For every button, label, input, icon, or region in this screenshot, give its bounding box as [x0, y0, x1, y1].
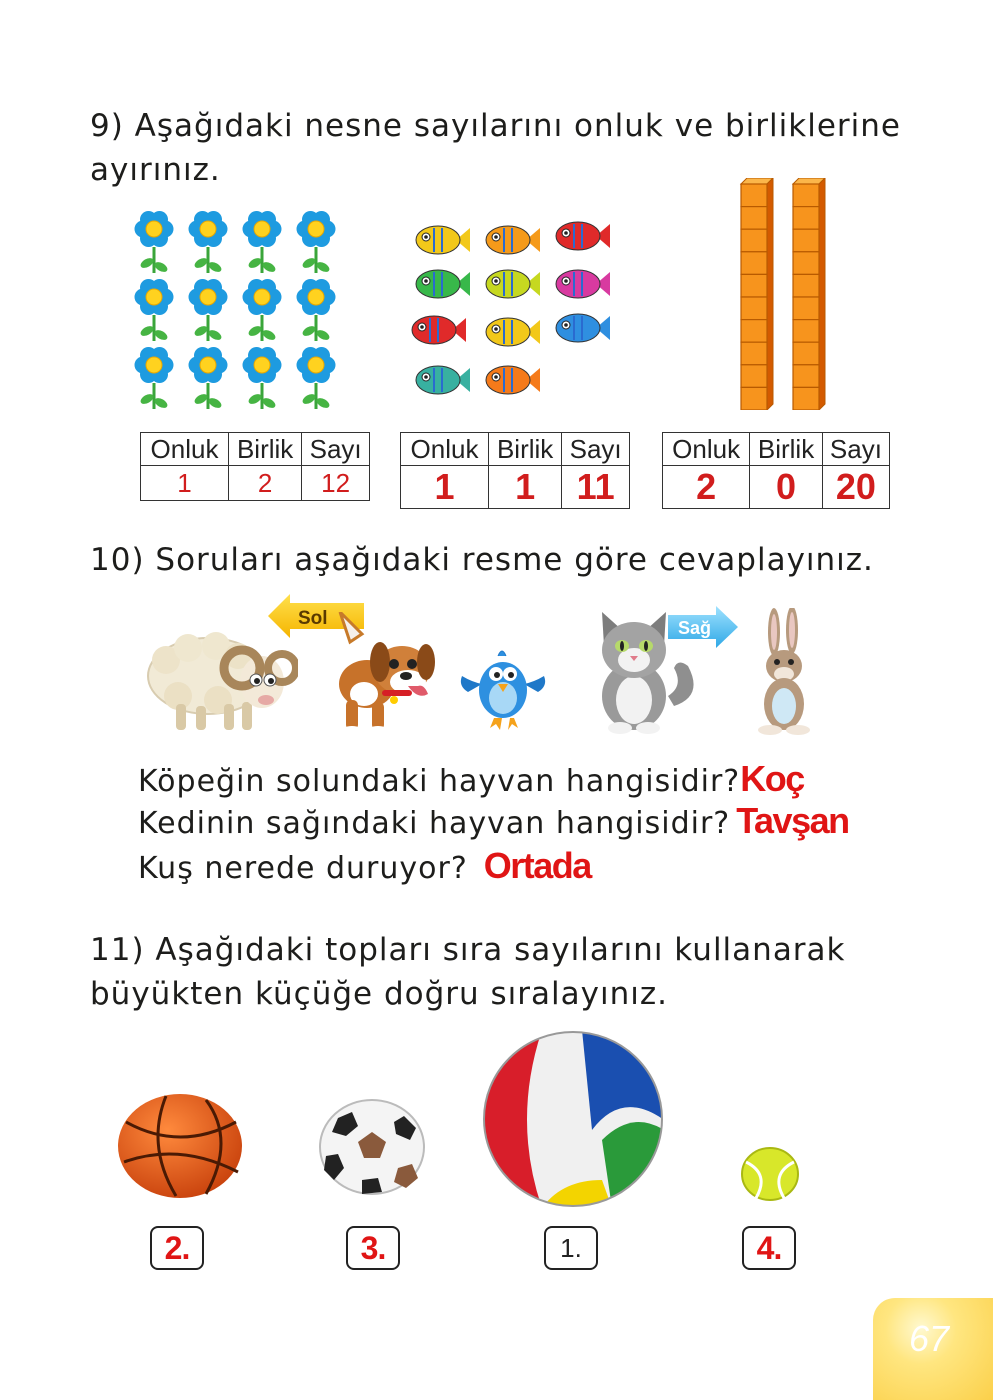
ram-icon — [138, 618, 298, 738]
header-birlik: Birlik — [489, 433, 562, 466]
tennis-ball-icon — [740, 1146, 800, 1202]
header-sayi: Sayı — [822, 433, 889, 466]
soccer-ball-icon — [318, 1098, 426, 1196]
page-number: 67 — [909, 1318, 950, 1359]
cell-birlik: 1 — [489, 466, 562, 509]
flower-icon — [135, 347, 174, 410]
answer-text: Tavşan — [736, 800, 849, 841]
rabbit-icon — [742, 608, 828, 738]
flower-icon — [135, 211, 174, 274]
flower-icon — [297, 211, 336, 274]
fish-icon — [486, 226, 540, 254]
bird-icon — [458, 640, 548, 732]
question-cat-right — [138, 800, 849, 842]
header-sayi: Sayı — [562, 433, 630, 466]
header-onluk: Onluk — [401, 433, 489, 466]
question-11 — [90, 928, 846, 1016]
fish-icon — [486, 270, 540, 298]
basketball-icon — [116, 1092, 246, 1202]
question-text: Köpeğin solundaki hayvan hangisidir? — [138, 764, 741, 799]
table-rods — [662, 432, 890, 509]
beach-ball-icon — [482, 1030, 664, 1208]
fish-icon — [556, 222, 610, 250]
cell-birlik: 0 — [750, 466, 823, 509]
flower-icon — [243, 347, 282, 410]
flower-icon — [243, 279, 282, 342]
fish-icon — [486, 318, 540, 346]
rank-basketball: 2. — [150, 1226, 204, 1270]
flower-icon — [297, 279, 336, 342]
flower-icon — [297, 347, 336, 410]
rank-tennis-ball: 4. — [742, 1226, 796, 1270]
question-bird-position — [138, 845, 591, 887]
page-number-badge — [873, 1298, 993, 1400]
ten-rod — [741, 178, 773, 410]
answer-text: Koç — [740, 758, 804, 799]
cell-birlik: 2 — [229, 466, 302, 501]
fish-icon — [556, 314, 610, 342]
question-text: Kedinin sağındaki hayvan hangisidir? — [138, 806, 731, 841]
rank-beach-ball: 1. — [544, 1226, 598, 1270]
cell-sayi: 11 — [562, 466, 630, 509]
question-11-line-2: büyükten küçüğe doğru sıralayınız. — [90, 976, 668, 1012]
fish-icon — [556, 270, 610, 298]
rank-soccer-ball: 3. — [346, 1226, 400, 1270]
flower-icon — [189, 347, 228, 410]
flower-icon — [135, 279, 174, 342]
table-fish — [400, 432, 630, 509]
question-9-line-2: ayırınız. — [90, 152, 221, 188]
header-birlik: Birlik — [750, 433, 823, 466]
arrow-left-label: Sol — [298, 608, 328, 629]
flower-icon — [189, 279, 228, 342]
header-sayi: Sayı — [302, 433, 370, 466]
cell-onluk: 1 — [401, 466, 489, 509]
table-flowers — [140, 432, 370, 501]
question-11-line-1: 11) Aşağıdaki topları sıra sayılarını kullanarak — [90, 932, 846, 968]
fish-icon — [486, 366, 540, 394]
answer-text: Ortada — [483, 845, 591, 886]
question-9-line-1: 9) Aşağıdaki nesne sayılarını onluk ve birliklerine — [90, 108, 901, 144]
flower-icon — [243, 211, 282, 274]
fish-icon — [416, 270, 470, 298]
fish-icon — [416, 366, 470, 394]
cat-icon — [588, 610, 698, 736]
fish-illustration — [408, 210, 623, 410]
cell-sayi: 12 — [302, 466, 370, 501]
ten-rods-illustration — [735, 178, 835, 410]
question-text: Kuş nerede duruyor? — [138, 851, 468, 886]
arrow-right-label: Sağ — [678, 618, 712, 638]
flower-icon — [189, 211, 228, 274]
flowers-illustration — [128, 205, 348, 410]
header-onluk: Onluk — [663, 433, 750, 466]
header-onluk: Onluk — [141, 433, 229, 466]
header-birlik: Birlik — [229, 433, 302, 466]
dog-icon — [322, 612, 442, 740]
cell-sayi: 20 — [822, 466, 889, 509]
fish-icon — [412, 316, 466, 344]
cell-onluk: 2 — [663, 466, 750, 509]
fish-icon — [416, 226, 470, 254]
cell-onluk: 1 — [141, 466, 229, 501]
question-dog-left — [138, 758, 804, 800]
question-10-title: 10) Soruları aşağıdaki resme göre cevaplayınız. — [90, 542, 874, 578]
ten-rod — [793, 178, 825, 410]
